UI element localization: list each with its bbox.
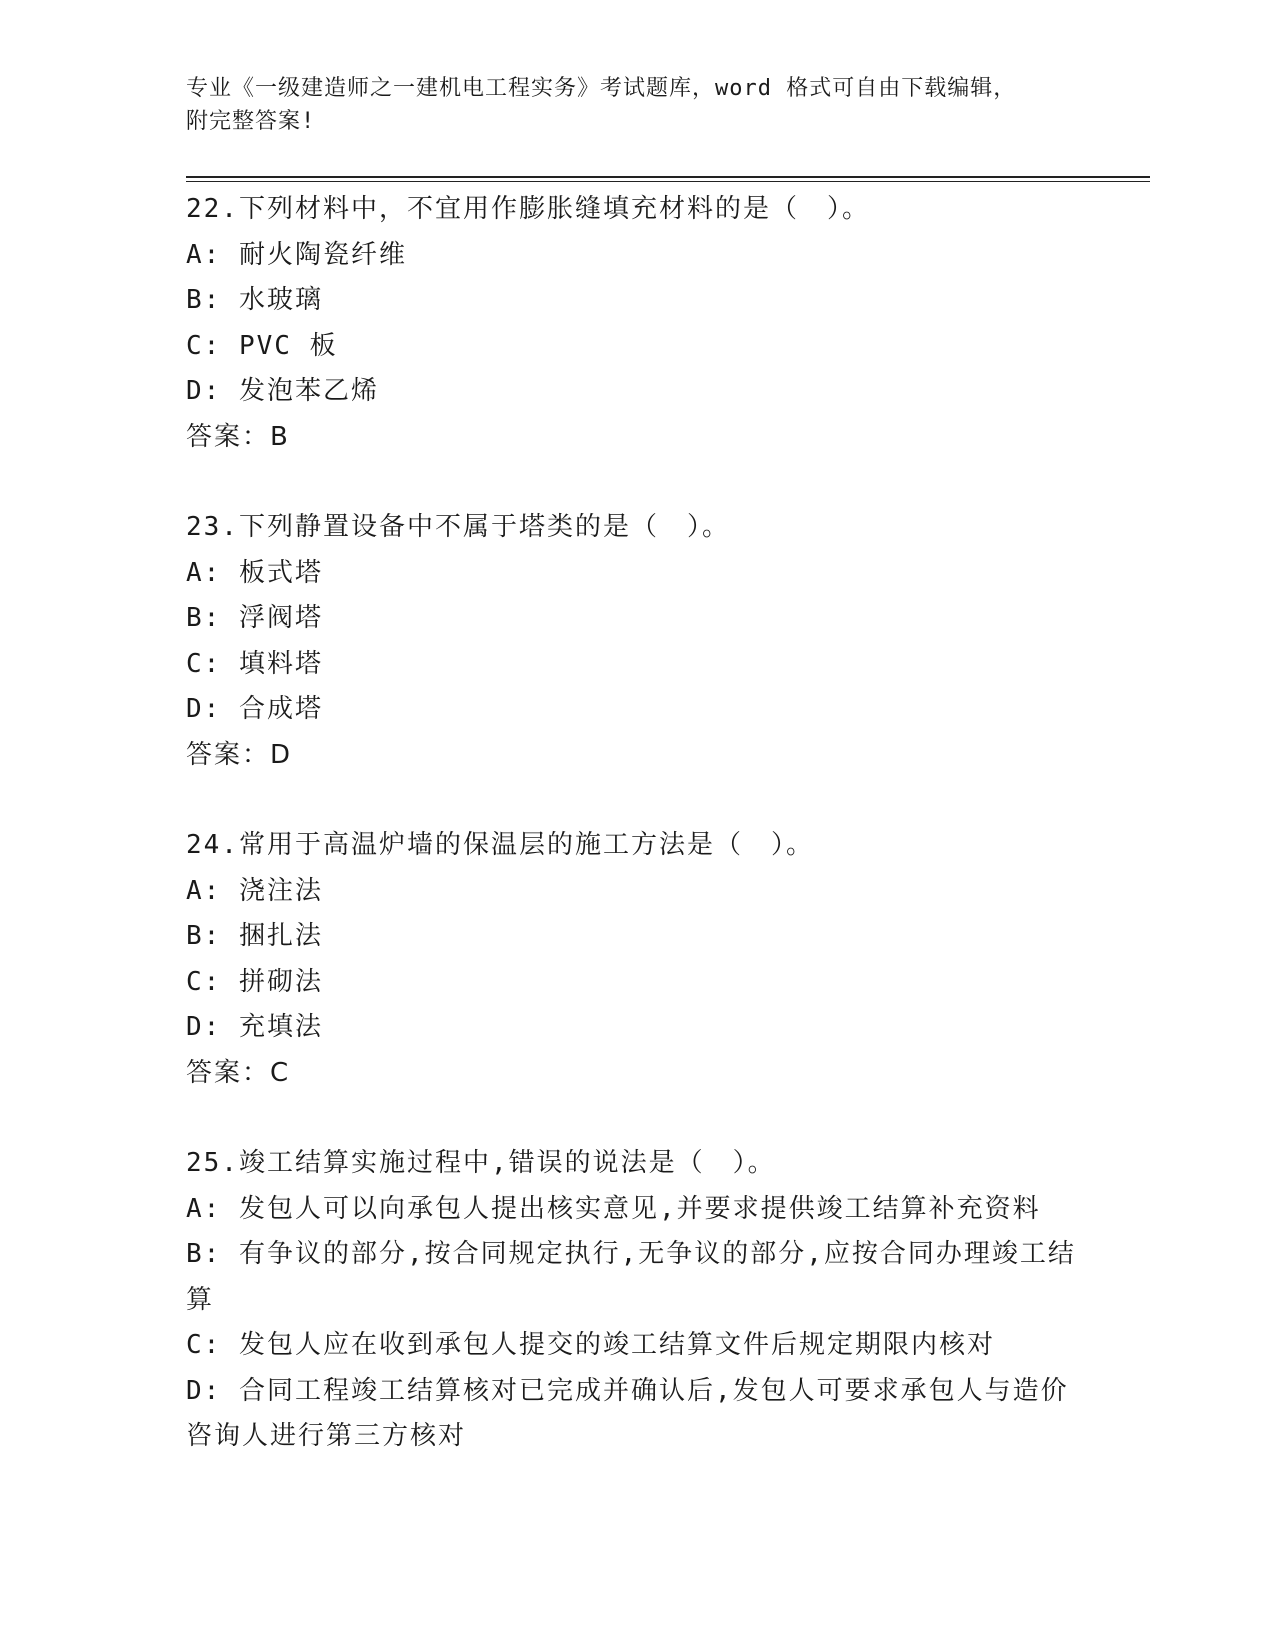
question-stem: 25.竣工结算实施过程中,错误的说法是（ ）。 [186, 1148, 776, 1178]
option-a: A: 浇注法 [186, 875, 323, 906]
option-b: B: 有争议的部分,按合同规定执行,无争议的部分,应按合同办理竣工结算 [186, 1239, 1076, 1315]
document-header [186, 72, 1086, 138]
option-a: A: 发包人可以向承包人提出核实意见,并要求提供竣工结算补充资料 [186, 1193, 1041, 1224]
option-d: D: 合成塔 [186, 694, 323, 724]
answer: 答案：B [186, 421, 290, 452]
option-b: B: 捆扎法 [186, 921, 323, 951]
header-divider [186, 176, 1150, 178]
answer: 答案：C [186, 1057, 291, 1088]
option-d: D: 合同工程竣工结算核对已完成并确认后,发包人可要求承包人与造价咨询人进行第三方核对 [186, 1375, 1069, 1451]
option-c: C: 填料塔 [186, 648, 323, 679]
question-25 [186, 1141, 1086, 1460]
question-stem: 23.下列静置设备中不属于塔类的是（ ）。 [186, 512, 730, 542]
option-c: C: 拼砌法 [186, 966, 323, 997]
header-line-2: 附完整答案! [186, 109, 316, 134]
option-a: A: 耐火陶瓷纤维 [186, 239, 407, 270]
header-divider-thin [186, 181, 1150, 182]
option-c: C: 发包人应在收到承包人提交的竣工结算文件后规定期限内核对 [186, 1330, 995, 1360]
option-c: C: PVC 板 [186, 330, 338, 361]
question-23 [186, 505, 1086, 778]
question-22 [186, 187, 1086, 460]
option-d: D: 充填法 [186, 1012, 323, 1042]
question-24 [186, 823, 1086, 1096]
option-b: B: 水玻璃 [186, 285, 323, 315]
option-a: A: 板式塔 [186, 557, 323, 588]
option-d: D: 发泡苯乙烯 [186, 376, 379, 406]
question-stem: 24.常用于高温炉墙的保温层的施工方法是（ ）。 [186, 830, 814, 860]
option-b: B: 浮阀塔 [186, 603, 323, 633]
answer: 答案：D [186, 739, 293, 770]
question-list [186, 187, 1086, 1505]
header-line-1: 专业《一级建造师之一建机电工程实务》考试题库，word 格式可自由下载编辑， [186, 76, 1017, 101]
question-stem: 22.下列材料中，不宜用作膨胀缝填充材料的是（ ）。 [186, 194, 870, 224]
